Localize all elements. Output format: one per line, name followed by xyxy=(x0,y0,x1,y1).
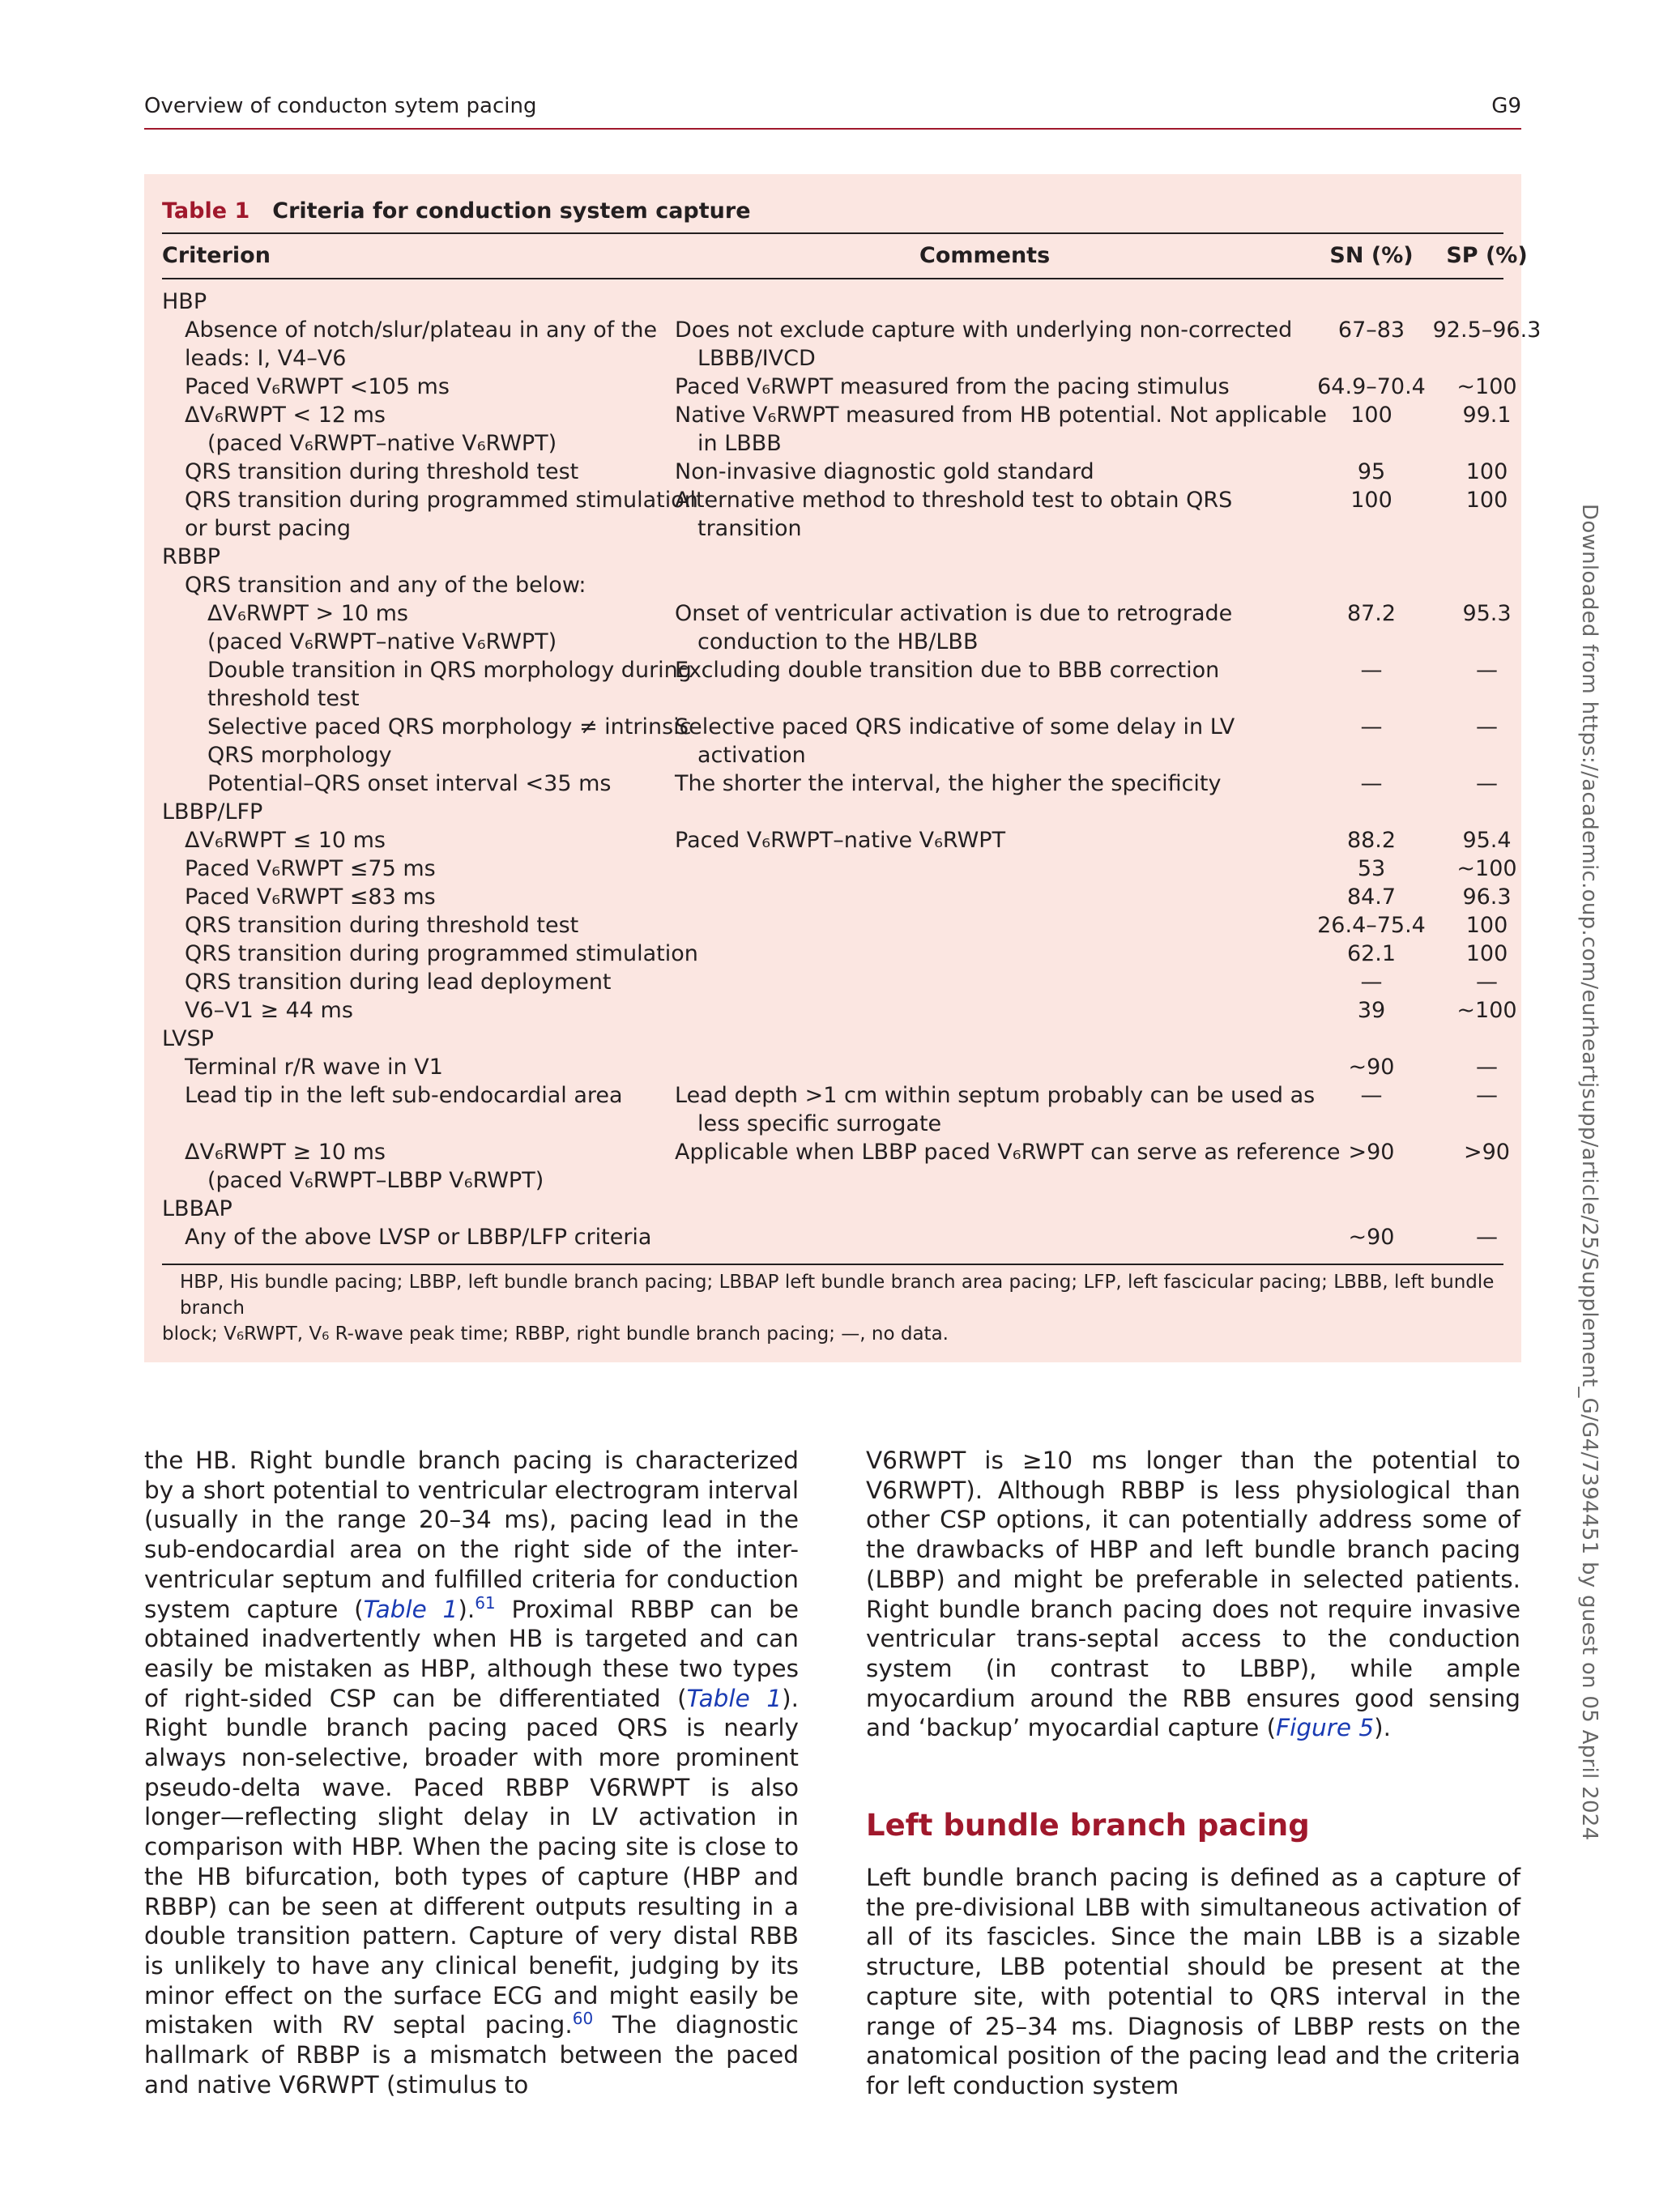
sensitivity-cell: 67–83 xyxy=(1337,318,1405,343)
table-row xyxy=(144,599,1521,628)
criterion-cell: Any of the above LVSP or LBBP/LFP criteria xyxy=(185,1225,652,1250)
body-text: The diagnostic hallmark of RBBP is a mismatch between the paced and native V6RWPT (stimulus to xyxy=(144,2011,799,2099)
table-row xyxy=(144,1110,1521,1138)
criterion-cell: V6–V1 ≥ 44 ms xyxy=(185,998,353,1023)
criterion-cell: Potential–QRS onset interval <35 ms xyxy=(207,771,612,796)
comments-cell: Non-invasive diagnostic gold standard xyxy=(675,459,1094,484)
table-label: Table 1 xyxy=(162,198,250,224)
figure-reference-link[interactable]: Figure 5 xyxy=(1276,1714,1375,1742)
table-row xyxy=(144,543,1521,571)
comments-cell: The shorter the interval, the higher the specificity xyxy=(675,771,1222,796)
criterion-cell: QRS transition during threshold test xyxy=(185,459,579,484)
comments-cell: transition xyxy=(697,516,802,541)
table-caption xyxy=(162,198,751,224)
criterion-cell: LBBAP xyxy=(162,1196,232,1221)
criterion-cell: Paced V₆RWPT <105 ms xyxy=(185,374,450,399)
table-row xyxy=(144,940,1521,968)
body-paragraph: Left bundle branch pacing is defined as a capture of the pre-divisional LBB with simultaneous activation of all of its fascicles. Since the main LBB is a sizable structure, LBB potential should be present at the capture site, with potential to QRS interval in the range of 25–34 ms. Diagnosis of LBBP rests on the anatomical position of the pacing lead and the criteria for left conduction system xyxy=(866,1864,1520,2099)
body-text: ). xyxy=(458,1595,476,1623)
sensitivity-cell: 95 xyxy=(1357,459,1386,484)
table-row xyxy=(144,401,1521,429)
sensitivity-cell: 39 xyxy=(1357,998,1386,1023)
sensitivity-cell: 84.7 xyxy=(1346,884,1397,910)
page-number: G9 xyxy=(1491,94,1521,118)
table-row xyxy=(144,741,1521,769)
table-row xyxy=(144,769,1521,798)
comments-cell: Selective paced QRS indicative of some delay in LV xyxy=(675,714,1235,739)
column-header-comments: Comments xyxy=(919,243,1051,268)
criterion-cell: LBBP/LFP xyxy=(162,799,263,825)
table-title: Criteria for conduction system capture xyxy=(272,198,751,224)
criterion-cell: ΔV₆RWPT ≥ 10 ms xyxy=(185,1140,386,1165)
table-footnote-line: block; V₆RWPT, V₆ R-wave peak time; RBBP, right bundle branch pacing; —, no data. xyxy=(162,1323,949,1345)
comments-cell: Onset of ventricular activation is due to retrograde xyxy=(675,601,1233,626)
comments-cell: LBBB/IVCD xyxy=(697,346,816,371)
table-reference-link[interactable]: Table 1 xyxy=(363,1595,458,1623)
table-reference-link[interactable]: Table 1 xyxy=(686,1684,783,1712)
table-row xyxy=(144,1223,1521,1251)
sensitivity-cell: >90 xyxy=(1348,1140,1395,1165)
specificity-cell: 100 xyxy=(1465,488,1508,513)
table-row xyxy=(144,458,1521,486)
specificity-cell: 96.3 xyxy=(1462,884,1512,910)
table-row xyxy=(144,1166,1521,1195)
specificity-cell: 100 xyxy=(1465,941,1508,966)
table-row xyxy=(144,656,1521,684)
specificity-cell: — xyxy=(1476,1055,1498,1080)
table-row xyxy=(144,1053,1521,1081)
sensitivity-cell: — xyxy=(1360,771,1383,796)
criterion-cell: QRS transition during programmed stimulation xyxy=(185,488,698,513)
table-row xyxy=(144,344,1521,373)
sensitivity-cell: — xyxy=(1360,1083,1383,1108)
table-row xyxy=(144,996,1521,1025)
comments-cell: Paced V₆RWPT–native V₆RWPT xyxy=(675,828,1006,853)
criterion-cell: (paced V₆RWPT–native V₆RWPT) xyxy=(207,431,557,456)
sensitivity-cell: ~90 xyxy=(1348,1225,1395,1250)
table-row xyxy=(144,1195,1521,1223)
criteria-table xyxy=(144,174,1542,1362)
body-text: the HB. Right bundle branch pacing is characterized by a short potential to ventricular electrogram interval (usually in the range 20–34 ms), pacing lead in the sub-endocardial area on the right side of the inter-ventricular septum and fulfilled criteria for conduction system capture ( xyxy=(144,1447,800,1623)
specificity-cell: 95.3 xyxy=(1462,601,1512,626)
criterion-cell: leads: I, V4–V6 xyxy=(185,346,347,371)
table-row xyxy=(144,911,1521,940)
sensitivity-cell: — xyxy=(1360,714,1383,739)
table-row xyxy=(144,373,1521,401)
criterion-cell: Terminal r/R wave in V1 xyxy=(185,1055,443,1080)
table-row xyxy=(144,826,1521,855)
comments-cell: in LBBB xyxy=(697,431,782,456)
specificity-cell: — xyxy=(1476,771,1498,796)
citation-link[interactable]: 60 xyxy=(572,2009,594,2029)
sensitivity-cell: 53 xyxy=(1357,856,1386,881)
criterion-cell: QRS morphology xyxy=(207,743,392,768)
table-top-rule xyxy=(162,232,1503,234)
sensitivity-cell: 64.9–70.4 xyxy=(1317,374,1426,399)
comments-cell: Does not exclude capture with underlying non-corrected xyxy=(675,318,1293,343)
criterion-cell: Selective paced QRS morphology ≠ intrinsic xyxy=(207,714,692,739)
sensitivity-cell: — xyxy=(1360,970,1383,995)
sensitivity-cell: 88.2 xyxy=(1346,828,1397,853)
criterion-cell: ΔV₆RWPT ≤ 10 ms xyxy=(185,828,386,853)
table-footnote-line: HBP, His bundle pacing; LBBP, left bundle branch pacing; LBBAP left bundle branch area pacing; LFP, left fascicular pacing; LBBB, left bundle branch xyxy=(180,1272,1495,1319)
criterion-cell: QRS transition during threshold test xyxy=(185,913,579,938)
table-row xyxy=(144,798,1521,826)
sensitivity-cell: 26.4–75.4 xyxy=(1317,913,1426,938)
specificity-cell: ~100 xyxy=(1456,998,1517,1023)
body-paragraph xyxy=(866,1446,1520,1743)
running-head xyxy=(144,94,1521,125)
criterion-cell: LVSP xyxy=(162,1026,214,1051)
specificity-cell: ~100 xyxy=(1456,374,1517,399)
criterion-cell: Double transition in QRS morphology during xyxy=(207,658,692,683)
table-row xyxy=(144,684,1521,713)
citation-link[interactable]: 61 xyxy=(475,1592,496,1613)
table-footnote xyxy=(162,1269,1503,1347)
criterion-cell: ΔV₆RWPT > 10 ms xyxy=(207,601,408,626)
table-row xyxy=(144,571,1521,599)
table-row xyxy=(144,883,1521,911)
body-column-right xyxy=(866,1446,1520,1743)
table-row xyxy=(144,713,1521,741)
comments-cell: Applicable when LBBP paced V₆RWPT can serve as reference xyxy=(675,1140,1341,1165)
specificity-cell: 95.4 xyxy=(1462,828,1512,853)
criterion-cell: ΔV₆RWPT < 12 ms xyxy=(185,403,386,428)
sensitivity-cell: 100 xyxy=(1350,488,1392,513)
criterion-cell: threshold test xyxy=(207,686,360,711)
specificity-cell: 99.1 xyxy=(1462,403,1512,428)
specificity-cell: ~100 xyxy=(1456,856,1517,881)
comments-cell: Excluding double transition due to BBB correction xyxy=(675,658,1220,683)
comments-cell: conduction to the HB/LBB xyxy=(697,629,979,654)
table-header-rule xyxy=(162,278,1503,279)
specificity-cell: — xyxy=(1476,1083,1498,1108)
body-column-right-continued xyxy=(866,1863,1520,2101)
section-heading: Left bundle branch pacing xyxy=(866,1808,1310,1843)
table-row xyxy=(144,628,1521,656)
table-row xyxy=(144,514,1521,543)
body-text: Proximal RBBP can be obtained inadvertently when HB is targeted and can easily be mistaken as HBP, although these two types of right-sided CSP can be differentiated ( xyxy=(144,1595,800,1712)
running-head-title: Overview of conducton sytem pacing xyxy=(144,94,537,118)
body-text: V6RWPT is ≥10 ms longer than the potential to V6RWPT). Although RBBP is less physiological than other CSP options, it can potentially address some of the drawbacks of HBP and left bundle branch pacing (LBBP) and might be preferable in selected patients. Right bundle branch pacing does not require invasive ventricular trans-septal access to the conduction system (in contrast to LBBP), while ample myocardium around the RBB ensures good sensing and ‘backup’ myocardial capture ( xyxy=(866,1447,1520,1742)
criterion-cell: QRS transition during lead deployment xyxy=(185,970,612,995)
specificity-cell: 92.5–96.3 xyxy=(1432,318,1542,343)
sensitivity-cell: 100 xyxy=(1350,403,1392,428)
body-paragraph xyxy=(144,1446,799,2099)
criterion-cell: (paced V₆RWPT–native V₆RWPT) xyxy=(207,629,557,654)
criterion-cell: QRS transition during programmed stimulation xyxy=(185,941,698,966)
specificity-cell: 100 xyxy=(1465,459,1508,484)
column-header-sp: SP (%) xyxy=(1446,243,1528,268)
download-watermark: Downloaded from https://academic.oup.com/eurheartjsupp/article/25/Supplement_G/G4/7394451 by guest on 05 April 2024 xyxy=(1577,504,1601,1841)
table-row xyxy=(144,1025,1521,1053)
body-text: ). Right bundle branch pacing paced QRS is nearly always non-selective, broader with more prominent pseudo-delta wave. Paced RBBP V6RWPT is also longer—reflecting slight delay in LV activation in comparison with HBP. When the pacing site is close to the HB bifurcation, both types of capture (HBP and RBBP) can be seen at different outputs resulting in a double transition pattern. Capture of very distal RBB is unlikely to have any clinical benefit, judging by its minor effect on the surface ECG and might easily be mistaken with RV septal pacing. xyxy=(144,1684,799,2039)
comments-cell: Native V₆RWPT measured from HB potential. Not applicable xyxy=(675,403,1327,428)
criterion-cell: Paced V₆RWPT ≤75 ms xyxy=(185,856,436,881)
table-row xyxy=(144,855,1521,883)
comments-cell: Paced V₆RWPT measured from the pacing stimulus xyxy=(675,374,1230,399)
body-text: ). xyxy=(1374,1714,1392,1742)
criterion-cell: or burst pacing xyxy=(185,516,352,541)
specificity-cell: — xyxy=(1476,970,1498,995)
criterion-cell: Paced V₆RWPT ≤83 ms xyxy=(185,884,436,910)
column-header-sn: SN (%) xyxy=(1329,243,1414,268)
header-rule xyxy=(144,128,1521,130)
specificity-cell: — xyxy=(1476,714,1498,739)
table-row xyxy=(144,316,1542,344)
specificity-cell: — xyxy=(1476,658,1498,683)
criterion-cell: Lead tip in the left sub-endocardial area xyxy=(185,1083,623,1108)
sensitivity-cell: 87.2 xyxy=(1346,601,1397,626)
table-row xyxy=(144,968,1521,996)
specificity-cell: 100 xyxy=(1465,913,1508,938)
criterion-cell: Absence of notch/slur/plateau in any of the xyxy=(185,318,658,343)
criterion-cell: HBP xyxy=(162,289,207,314)
table-row xyxy=(144,486,1521,514)
sensitivity-cell: 62.1 xyxy=(1346,941,1397,966)
sensitivity-cell: ~90 xyxy=(1348,1055,1395,1080)
table-row xyxy=(144,1138,1521,1166)
specificity-cell: — xyxy=(1476,1225,1498,1250)
criterion-cell: QRS transition and any of the below: xyxy=(185,573,586,598)
table-row xyxy=(144,1081,1521,1110)
specificity-cell: >90 xyxy=(1464,1140,1510,1165)
comments-cell: less specific surrogate xyxy=(697,1111,942,1136)
column-header-criterion: Criterion xyxy=(162,243,271,268)
body-column-left xyxy=(144,1446,799,2099)
criterion-cell: (paced V₆RWPT–LBBP V₆RWPT) xyxy=(207,1168,544,1193)
comments-cell: Lead depth >1 cm within septum probably can be used as xyxy=(675,1083,1316,1108)
sensitivity-cell: — xyxy=(1360,658,1383,683)
comments-cell: Alternative method to threshold test to obtain QRS xyxy=(675,488,1233,513)
comments-cell: activation xyxy=(697,743,806,768)
table-row xyxy=(144,429,1521,458)
table-row xyxy=(144,288,1521,316)
criterion-cell: RBBP xyxy=(162,544,221,569)
table-bottom-rule xyxy=(162,1264,1503,1265)
